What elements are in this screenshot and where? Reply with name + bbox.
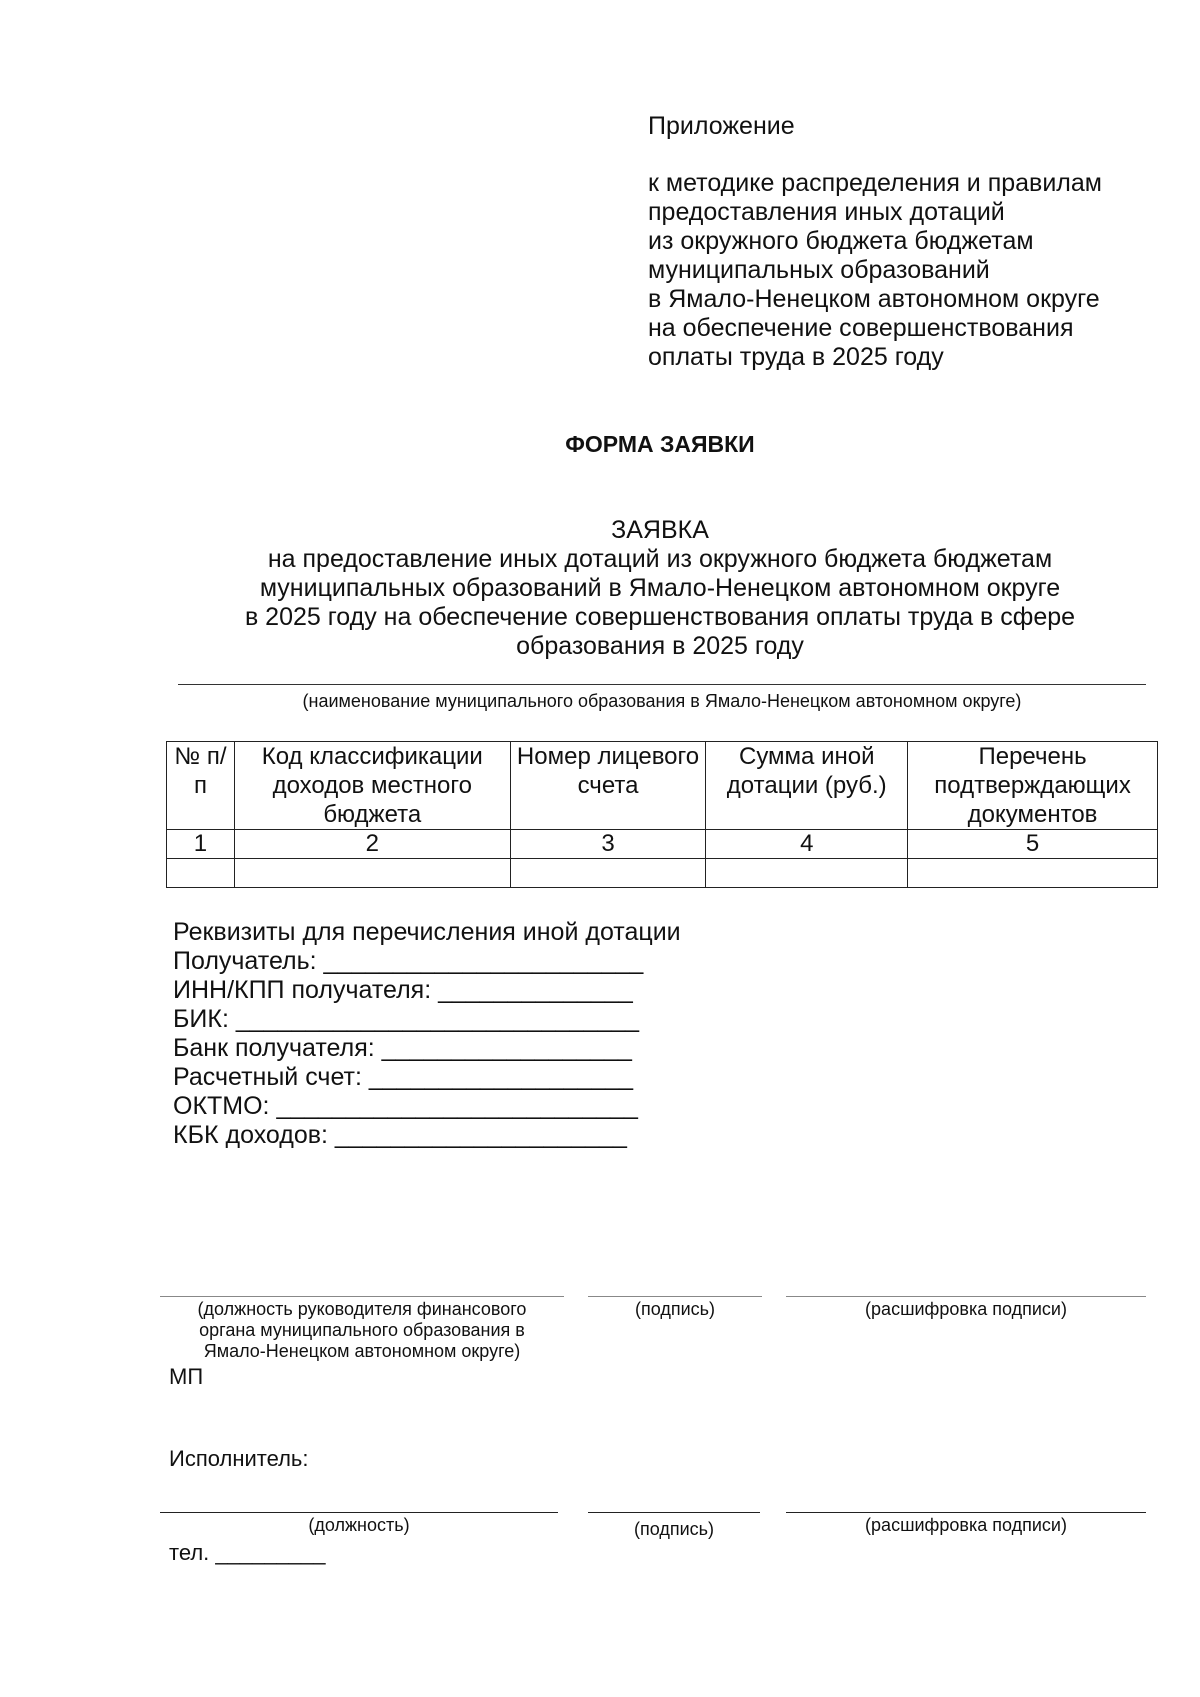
table-number-cell: 2	[234, 830, 510, 859]
executor-signature-caption: (подпись)	[633, 1519, 715, 1539]
appendix-line: предоставления иных дотаций	[648, 198, 1005, 226]
head-signature-line[interactable]	[588, 1296, 762, 1297]
executor-label: Исполнитель:	[169, 1446, 309, 1471]
table-header-cell: Код классификации доходов местного бюджета	[234, 742, 510, 830]
table-header-cell: Сумма иной дотации (руб.)	[706, 742, 908, 830]
phone-field[interactable]: тел. _________	[169, 1540, 326, 1565]
inn-kpp-field[interactable]: ИНН/КПП получателя: ______________	[173, 976, 633, 1004]
table-number-cell: 4	[706, 830, 908, 859]
executor-position-caption: (должность)	[308, 1515, 410, 1535]
oktmo-field[interactable]: ОКТМО: __________________________	[173, 1092, 638, 1120]
request-line: в 2025 году на обеспечение совершенствования оплаты труда в сфере	[244, 603, 1076, 631]
municipality-fill-line[interactable]	[178, 684, 1146, 685]
executor-decoding-caption: (расшифровка подписи)	[865, 1515, 1067, 1535]
appendix-line: муниципальных образований	[648, 256, 990, 284]
request-table	[166, 741, 1158, 888]
appendix-line: в Ямало-Ненецком автономном округе	[648, 285, 1100, 313]
appendix-line: из окружного бюджета бюджетам	[648, 227, 1034, 255]
table-header-row	[167, 742, 1158, 830]
head-decoding-caption: (расшифровка подписи)	[865, 1299, 1067, 1319]
executor-decoding-line[interactable]	[786, 1512, 1146, 1513]
stamp-label: МП	[169, 1364, 204, 1389]
request-line: образования в 2025 году	[516, 632, 804, 660]
table-number-row	[167, 830, 1158, 859]
municipality-caption: (наименование муниципального образования в Ямало-Ненецком автономном округе)	[302, 691, 1022, 711]
appendix-title: Приложение	[648, 112, 795, 140]
table-cell[interactable]	[908, 859, 1158, 888]
caption-line: (должность руководителя финансового	[197, 1299, 527, 1319]
table-header-cell: № п/п	[167, 742, 235, 830]
head-position-line[interactable]	[160, 1296, 564, 1297]
account-field[interactable]: Расчетный счет: ___________________	[173, 1063, 634, 1091]
caption-line: Ямало-Ненецком автономном округе)	[203, 1341, 521, 1361]
bank-field[interactable]: Банк получателя: __________________	[173, 1034, 632, 1062]
head-signature-caption: (подпись)	[634, 1299, 716, 1319]
table-cell[interactable]	[706, 859, 908, 888]
table-cell[interactable]	[167, 859, 235, 888]
table-cell[interactable]	[234, 859, 510, 888]
appendix-block	[648, 112, 1168, 372]
caption-line: органа муниципального образования в	[199, 1320, 525, 1340]
request-title: ЗАЯВКА	[611, 516, 709, 544]
table-number-cell: 3	[510, 830, 706, 859]
table-number-cell: 1	[167, 830, 235, 859]
table-cell[interactable]	[510, 859, 706, 888]
requisites-block	[173, 918, 681, 1150]
appendix-line: к методике распределения и правилам	[648, 169, 1102, 197]
executor-signature-line[interactable]	[588, 1512, 760, 1513]
form-title: ФОРМА ЗАЯВКИ	[565, 431, 755, 457]
table-number-cell: 5	[908, 830, 1158, 859]
kbk-field[interactable]: КБК доходов: _____________________	[173, 1121, 627, 1149]
head-position-caption	[160, 1299, 564, 1362]
table-row	[167, 859, 1158, 888]
bik-field[interactable]: БИК: _____________________________	[173, 1005, 640, 1033]
appendix-line: на обеспечение совершенствования	[648, 314, 1074, 342]
head-decoding-line[interactable]	[786, 1296, 1146, 1297]
request-heading	[0, 516, 1200, 661]
table-header-cell: Номер лицевого счета	[510, 742, 706, 830]
requisites-heading: Реквизиты для перечисления иной дотации	[173, 918, 681, 946]
executor-position-line[interactable]	[160, 1512, 558, 1513]
request-line: муниципальных образований в Ямало-Ненецком автономном округе	[259, 574, 1061, 602]
request-line: на предоставление иных дотаций из окружного бюджета бюджетам	[267, 545, 1053, 573]
recipient-field[interactable]: Получатель: _______________________	[173, 947, 644, 975]
appendix-line: оплаты труда в 2025 году	[648, 343, 944, 371]
table-header-cell: Перечень подтверждающих документов	[908, 742, 1158, 830]
